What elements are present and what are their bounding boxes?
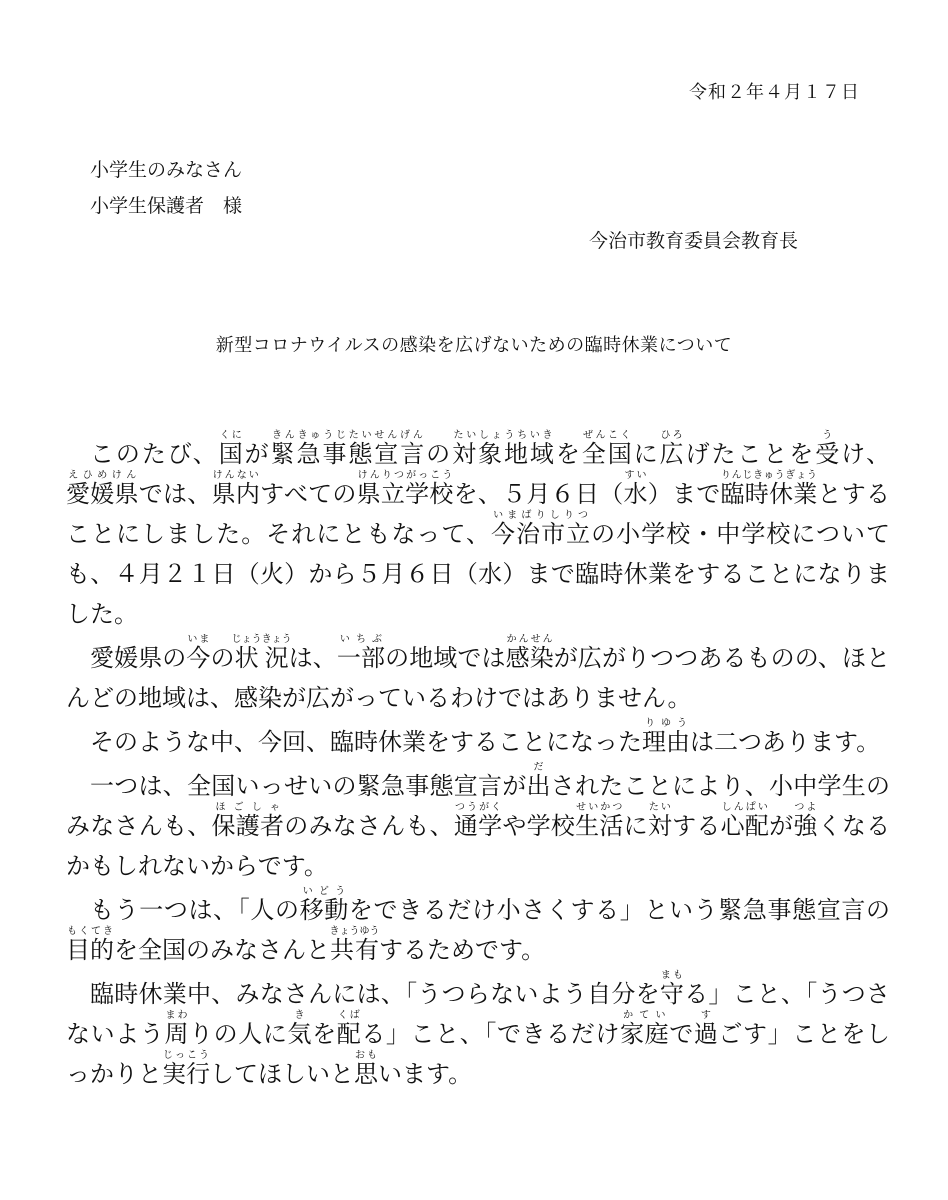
furigana-reading: つよ xyxy=(793,802,818,813)
furigana-reading: すい xyxy=(623,470,648,481)
furigana-reading: えひめけん xyxy=(66,470,139,481)
furigana-reading: いどう xyxy=(299,886,349,897)
furigana-reading: まも xyxy=(659,970,684,981)
furigana-word: 県内けんない xyxy=(211,470,261,508)
furigana-word: 広ひろ xyxy=(659,430,686,468)
furigana-word: 今いま xyxy=(186,634,211,672)
furigana-word: 県立学校けんりつがっこう xyxy=(356,470,454,508)
furigana-word: 守まも xyxy=(659,970,685,1008)
furigana-reading: ぜんこく xyxy=(581,430,632,441)
furigana-reading: だ xyxy=(526,762,551,773)
furigana-word: 臨時休業りんじきゅうぎょう xyxy=(720,470,818,508)
furigana-reading: まわ xyxy=(164,1010,189,1021)
furigana-word: 生活せいかつ xyxy=(575,802,624,840)
furigana-word: 今治市立いまばりしりつ xyxy=(491,510,592,548)
furigana-reading: いまばりしりつ xyxy=(491,510,591,521)
furigana-reading: りんじきゅうぎょう xyxy=(720,470,818,481)
furigana-reading: ひろ xyxy=(659,430,684,441)
furigana-reading: くば xyxy=(336,1010,361,1021)
furigana-reading: たいしょうちいき xyxy=(452,430,554,441)
furigana-word: 保護者ほごしゃ xyxy=(211,802,285,840)
furigana-word: 移動いどう xyxy=(299,886,349,924)
furigana-reading: う xyxy=(815,430,840,441)
furigana-word: 気き xyxy=(287,1010,313,1048)
furigana-word: 目的もくてき xyxy=(66,926,114,964)
furigana-reading: せいかつ xyxy=(575,802,624,813)
furigana-reading: いま xyxy=(186,634,211,645)
furigana-word: 周まわ xyxy=(164,1010,190,1048)
body-paragraph: 臨時休業中、みなさんには、「うつらないよう自分を守まもる」こと、「うつさないよう周まわりの人に気きを配くばる」こと、「できるだけ家庭かていで過すごす」ことをしっかりと実行じっこうしてほしいと思おもいます。 xyxy=(66,970,891,1088)
furigana-word: 愛媛県えひめけん xyxy=(66,470,139,508)
furigana-reading: かてい xyxy=(619,1010,669,1021)
furigana-word: 思おも xyxy=(354,1050,378,1088)
body-paragraph: 愛媛県の今いまの状況じょうきょうは、一部いちぶの地域では感染かんせんが広がりつつあるものの、ほとんどの地域は、感染が広がっているわけではありません。 xyxy=(66,634,891,712)
body-paragraph: このたび、国くにが緊急事態宣言きんきゅうじたいせんげんの対象地域たいしょうちいきを全国ぜんこくに広ひろげたことを受うけ、愛媛県えひめけんでは、県内けんないすべての県立学校けんりつがっこうを、５月６日（水すい）まで臨時休業りんじきゅうぎょうとすることにしました。それにともなって、今治市立いまばりしりつの小学校・中学校についても、４月２１日（火）から５月６日（水）まで臨時休業をすることになりました。 xyxy=(66,430,891,628)
furigana-reading: たい xyxy=(647,802,672,813)
furigana-word: 通学つうがく xyxy=(453,802,503,840)
furigana-word: 一部いちぶ xyxy=(336,634,386,672)
body-paragraph: 一つは、全国いっせいの緊急事態宣言が出だされたことにより、小中学生のみなさんも、保護者ほごしゃのみなさんも、通学つうがくや学校生活せいかつに対たいする心配しんぱいが強つよくなるかもしれないからです。 xyxy=(66,762,891,880)
furigana-word: 理由りゆう xyxy=(642,718,690,756)
furigana-word: 緊急事態宣言きんきゅうじたいせんげん xyxy=(270,430,427,468)
document-body xyxy=(66,430,890,1094)
furigana-word: 配くば xyxy=(336,1010,362,1048)
furigana-word: 受う xyxy=(815,430,842,468)
furigana-reading: つうがく xyxy=(453,802,503,813)
furigana-reading: もくてき xyxy=(66,926,114,937)
furigana-reading: くに xyxy=(218,430,243,441)
furigana-word: 家庭かてい xyxy=(619,1010,670,1048)
addressee-block xyxy=(90,152,242,224)
furigana-word: 国くに xyxy=(218,430,245,468)
body-paragraph: そのような中、今回、臨時休業をすることになった理由りゆうは二つあります。 xyxy=(90,718,881,756)
furigana-word: 状況じょうきょう xyxy=(231,634,292,672)
addressee-guardians: 小学生保護者 様 xyxy=(90,195,243,217)
furigana-word: 対象地域たいしょうちいき xyxy=(452,430,556,468)
furigana-reading: しんぱい xyxy=(720,802,769,813)
furigana-word: 共有きょうゆう xyxy=(329,926,380,964)
furigana-word: 出だ xyxy=(526,762,551,800)
sender-name: 今治市教育委員会教育長 xyxy=(588,230,798,252)
furigana-word: 全国ぜんこく xyxy=(581,430,634,468)
furigana-word: 実行じっこう xyxy=(162,1050,210,1088)
furigana-reading: す xyxy=(693,1010,718,1021)
body-paragraph: もう一つは、「人の移動いどうをできるだけ小さくする」という緊急事態宣言の目的もくてきを全国のみなさんと共有きょうゆうするためです。 xyxy=(66,886,890,964)
furigana-reading: けんりつがっこう xyxy=(356,470,454,481)
furigana-reading: きんきゅうじたいせんげん xyxy=(270,430,425,441)
furigana-word: 水すい xyxy=(623,470,648,508)
furigana-reading: じょうきょう xyxy=(231,634,292,645)
furigana-reading: ほごしゃ xyxy=(211,802,284,813)
document-title: 新型コロナウイルスの感染を広げないための臨時休業について xyxy=(215,335,733,356)
furigana-reading: き xyxy=(287,1010,312,1021)
furigana-reading: いちぶ xyxy=(336,634,386,645)
document-date: 令和２年４月１７日 xyxy=(689,82,860,103)
furigana-word: 感染かんせん xyxy=(505,634,554,672)
furigana-reading: りゆう xyxy=(642,718,690,729)
furigana-word: 過す xyxy=(693,1010,719,1048)
furigana-word: 対たい xyxy=(647,802,673,840)
furigana-reading: けんない xyxy=(211,470,260,481)
furigana-reading: おも xyxy=(354,1050,378,1061)
furigana-reading: じっこう xyxy=(162,1050,210,1061)
furigana-reading: かんせん xyxy=(505,634,554,645)
furigana-word: 心配しんぱい xyxy=(720,802,770,840)
furigana-reading: きょうゆう xyxy=(329,926,380,937)
furigana-word: 強つよ xyxy=(793,802,818,840)
addressee-students: 小学生のみなさん xyxy=(90,159,243,181)
